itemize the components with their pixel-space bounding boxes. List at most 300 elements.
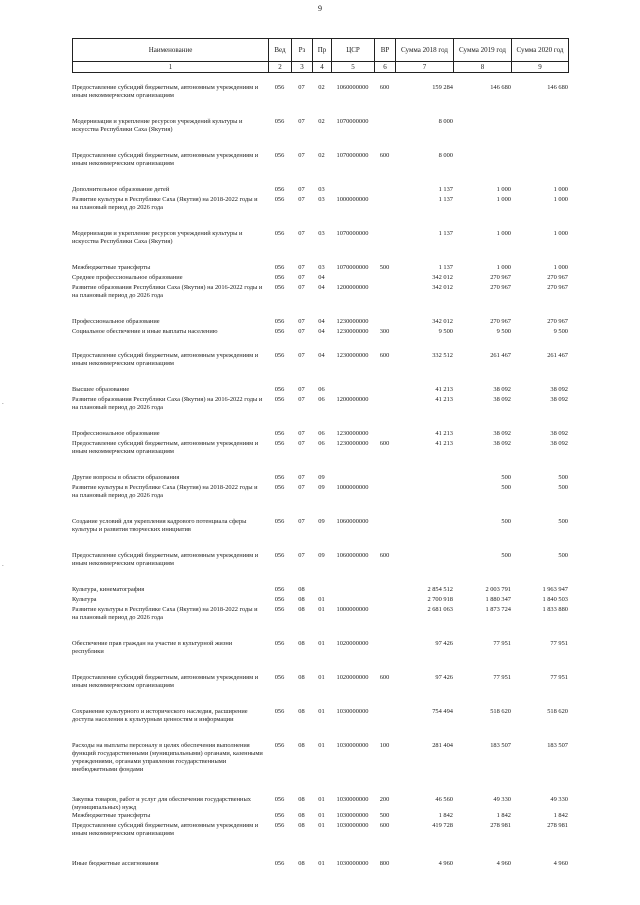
row-pr: 06 bbox=[318, 386, 325, 393]
row-pr: 06 bbox=[318, 430, 325, 437]
row-rz: 07 bbox=[298, 284, 305, 291]
row-rz: 07 bbox=[298, 484, 305, 491]
row-ved: 056 bbox=[274, 396, 285, 403]
column-number: 6 bbox=[375, 62, 396, 73]
row-pr: 01 bbox=[318, 812, 325, 819]
row-rz: 07 bbox=[298, 440, 305, 447]
row-pr: 01 bbox=[318, 796, 325, 803]
row-sum-2020: 146 680 bbox=[547, 84, 568, 91]
row-csr: 1230000000 bbox=[336, 440, 369, 447]
table-row bbox=[72, 264, 568, 274]
row-sum-2020: 518 620 bbox=[547, 708, 568, 715]
row-pr: 01 bbox=[318, 708, 325, 715]
row-rz: 07 bbox=[298, 430, 305, 437]
row-ved: 056 bbox=[274, 84, 285, 91]
row-name: Закупка товаров, работ и услуг для обеспечения государственных (муниципальных) нужд bbox=[72, 796, 251, 811]
row-sum-2020 bbox=[511, 118, 568, 152]
row-csr: 1000000000 bbox=[336, 484, 369, 491]
row-sum-2020: 77 951 bbox=[550, 674, 568, 681]
row-vr: 300 bbox=[379, 328, 390, 335]
row-sum-2018: 159 284 bbox=[432, 84, 453, 91]
row-name: Культура bbox=[72, 596, 97, 603]
row-csr: 1070000000 bbox=[336, 264, 369, 271]
row-vr: 800 bbox=[379, 860, 390, 867]
row-csr: 1030000000 bbox=[336, 812, 369, 819]
row-sum-2020: 38 092 bbox=[550, 440, 568, 447]
row-sum-2020: 1 963 947 bbox=[542, 586, 568, 593]
row-csr bbox=[331, 586, 374, 596]
row-sum-2020: 38 092 bbox=[550, 430, 568, 437]
row-csr: 1030000000 bbox=[336, 796, 369, 803]
row-sum-2019: 38 092 bbox=[493, 386, 511, 393]
row-sum-2020: 1 000 bbox=[553, 264, 568, 271]
row-sum-2020 bbox=[511, 152, 568, 186]
row-rz: 07 bbox=[298, 552, 305, 559]
row-pr: 03 bbox=[318, 186, 325, 193]
row-name: Сохранение культурного и исторического наследия, расширение доступа населения к культурным ценностям и информации bbox=[72, 708, 248, 723]
column-number: 7 bbox=[396, 62, 454, 73]
row-sum-2019: 500 bbox=[501, 474, 511, 481]
row-sum-2020: 4 960 bbox=[553, 860, 568, 867]
row-vr bbox=[374, 118, 395, 152]
table-row bbox=[72, 640, 568, 674]
table-row bbox=[72, 318, 568, 328]
row-sum-2018: 1 842 bbox=[438, 812, 453, 819]
row-name: Межбюджетные трансферты bbox=[72, 264, 151, 271]
header-sum-2018: Сумма 2018 год bbox=[396, 39, 454, 62]
row-csr: 1070000000 bbox=[336, 118, 369, 125]
row-sum-2018: 2 700 918 bbox=[427, 596, 453, 603]
row-ved: 056 bbox=[274, 596, 285, 603]
column-number: 1 bbox=[73, 62, 269, 73]
table-row bbox=[72, 552, 568, 586]
row-ved: 056 bbox=[274, 518, 285, 525]
row-sum-2020: 500 bbox=[558, 552, 568, 559]
row-name: Модернизация и укрепление ресурсов учреждений культуры и искусства Республики Саха (Якутия) bbox=[72, 118, 243, 133]
row-sum-2020: 270 967 bbox=[547, 274, 568, 281]
row-vr: 600 bbox=[379, 84, 390, 91]
row-rz: 08 bbox=[298, 674, 305, 681]
row-name: Высшее образование bbox=[72, 386, 130, 393]
row-pr: 04 bbox=[318, 352, 325, 359]
row-vr bbox=[374, 708, 395, 742]
row-rz: 08 bbox=[298, 606, 305, 613]
row-sum-2018: 2 854 512 bbox=[427, 586, 453, 593]
row-csr bbox=[331, 386, 374, 396]
table-row bbox=[72, 796, 568, 812]
row-csr: 1060000000 bbox=[336, 552, 369, 559]
row-rz: 08 bbox=[298, 812, 305, 819]
row-sum-2019 bbox=[453, 118, 511, 152]
row-csr bbox=[331, 474, 374, 484]
header-sum-2020: Сумма 2020 год bbox=[512, 39, 569, 62]
row-name: Обеспечение прав граждан на участие в культурной жизни республики bbox=[72, 640, 233, 655]
row-pr: 03 bbox=[318, 264, 325, 271]
row-sum-2019: 261 467 bbox=[490, 352, 511, 359]
row-csr: 1060000000 bbox=[336, 518, 369, 525]
row-pr: 01 bbox=[318, 822, 325, 829]
row-ved: 056 bbox=[274, 230, 285, 237]
row-rz: 08 bbox=[298, 742, 305, 749]
row-vr bbox=[374, 430, 395, 440]
row-name: Иные бюджетные ассигнования bbox=[72, 860, 159, 867]
row-sum-2019: 1 873 724 bbox=[485, 606, 511, 613]
row-csr: 1200000000 bbox=[336, 284, 369, 291]
row-sum-2020: 9 500 bbox=[553, 328, 568, 335]
row-name: Предоставление субсидий бюджетным, автономным учреждениям и иным некоммерческим организациям bbox=[72, 822, 259, 837]
row-pr: 04 bbox=[318, 274, 325, 281]
row-rz: 08 bbox=[298, 586, 305, 593]
row-sum-2019: 1 000 bbox=[496, 264, 511, 271]
row-sum-2018 bbox=[395, 474, 453, 484]
row-csr: 1030000000 bbox=[336, 860, 369, 867]
table-row bbox=[72, 118, 568, 152]
table-row bbox=[72, 230, 568, 264]
row-sum-2020: 1 840 503 bbox=[542, 596, 568, 603]
table-row bbox=[72, 860, 568, 874]
row-rz: 07 bbox=[298, 196, 305, 203]
row-vr bbox=[374, 318, 395, 328]
row-name: Культура, кинематография bbox=[72, 586, 145, 593]
row-pr: 09 bbox=[318, 518, 325, 525]
row-sum-2018: 1 137 bbox=[438, 264, 453, 271]
row-sum-2019: 500 bbox=[501, 552, 511, 559]
row-name: Предоставление субсидий бюджетным, автономным учреждениям и иным некоммерческим организациям bbox=[72, 152, 259, 167]
row-sum-2019: 77 951 bbox=[493, 674, 511, 681]
column-number: 5 bbox=[332, 62, 375, 73]
row-vr bbox=[374, 284, 395, 318]
row-ved: 056 bbox=[274, 474, 285, 481]
table-row bbox=[72, 386, 568, 396]
table-row bbox=[72, 152, 568, 186]
row-ved: 056 bbox=[274, 552, 285, 559]
row-csr: 1020000000 bbox=[336, 640, 369, 647]
row-sum-2019: 77 951 bbox=[493, 640, 511, 647]
row-vr: 600 bbox=[379, 822, 390, 829]
row-csr: 1230000000 bbox=[336, 318, 369, 325]
row-rz: 07 bbox=[298, 152, 305, 159]
row-pr: 01 bbox=[318, 674, 325, 681]
table-row bbox=[72, 742, 568, 796]
table-row bbox=[72, 586, 568, 596]
row-ved: 056 bbox=[274, 822, 285, 829]
row-vr: 600 bbox=[379, 440, 390, 447]
row-sum-2018: 342 012 bbox=[432, 318, 453, 325]
row-ved: 056 bbox=[274, 186, 285, 193]
row-sum-2018: 41 213 bbox=[435, 430, 453, 437]
row-name: Предоставление субсидий бюджетным, автономным учреждениям и иным некоммерческим организациям bbox=[72, 552, 259, 567]
row-pr: 09 bbox=[318, 552, 325, 559]
row-vr bbox=[374, 186, 395, 196]
row-sum-2018: 41 213 bbox=[435, 440, 453, 447]
row-sum-2018: 419 728 bbox=[432, 822, 453, 829]
row-ved: 056 bbox=[274, 860, 285, 867]
row-sum-2019: 38 092 bbox=[493, 430, 511, 437]
row-vr: 600 bbox=[379, 152, 390, 159]
row-rz: 07 bbox=[298, 264, 305, 271]
row-sum-2018: 332 512 bbox=[432, 352, 453, 359]
row-sum-2018 bbox=[395, 518, 453, 552]
row-csr: 1000000000 bbox=[336, 606, 369, 613]
row-pr: 02 bbox=[318, 84, 325, 91]
table-row bbox=[72, 196, 568, 230]
row-rz: 07 bbox=[298, 474, 305, 481]
row-rz: 07 bbox=[298, 328, 305, 335]
row-sum-2020: 1 000 bbox=[553, 186, 568, 193]
row-ved: 056 bbox=[274, 812, 285, 819]
row-ved: 056 bbox=[274, 430, 285, 437]
table-row bbox=[72, 396, 568, 430]
row-name: Модернизация и укрепление ресурсов учреждений культуры и искусства Республики Саха (Якутия) bbox=[72, 230, 243, 245]
row-ved: 056 bbox=[274, 328, 285, 335]
row-pr: 02 bbox=[318, 118, 325, 125]
row-sum-2019: 500 bbox=[501, 518, 511, 525]
row-rz: 08 bbox=[298, 796, 305, 803]
row-name: Развитие культуры в Республике Саха (Якутия) на 2018-2022 годы и на плановый период до 2026 года bbox=[72, 196, 258, 211]
header-pr: Пр bbox=[313, 39, 332, 62]
row-sum-2020: 1 000 bbox=[553, 196, 568, 203]
row-name: Социальное обеспечение и иные выплаты населению bbox=[72, 328, 218, 335]
row-pr: 04 bbox=[318, 318, 325, 325]
row-pr: 03 bbox=[318, 230, 325, 237]
header-vr: ВР bbox=[375, 39, 396, 62]
row-sum-2020: 270 967 bbox=[547, 318, 568, 325]
row-name: Профессиональное образование bbox=[72, 430, 160, 437]
row-name: Предоставление субсидий бюджетным, автономным учреждениям и иным некоммерческим организациям bbox=[72, 352, 259, 367]
row-vr bbox=[374, 474, 395, 484]
row-rz: 07 bbox=[298, 396, 305, 403]
row-name: Создание условий для укрепления кадрового потенциала сферы культуры и развития творческих инициатив bbox=[72, 518, 247, 533]
table-row bbox=[72, 484, 568, 518]
row-csr bbox=[331, 274, 374, 284]
column-number: 4 bbox=[313, 62, 332, 73]
row-csr: 1060000000 bbox=[336, 84, 369, 91]
table-row bbox=[72, 596, 568, 606]
row-sum-2019: 278 981 bbox=[490, 822, 511, 829]
row-rz: 07 bbox=[298, 352, 305, 359]
table-row bbox=[72, 284, 568, 318]
row-sum-2020: 261 467 bbox=[547, 352, 568, 359]
row-sum-2018: 1 137 bbox=[438, 230, 453, 237]
row-name: Развитие культуры в Республике Саха (Якутия) на 2018-2022 годы и на плановый период до 2026 года bbox=[72, 484, 258, 499]
row-name: Предоставление субсидий бюджетным, автономным учреждениям и иным некоммерческим организациям bbox=[72, 440, 259, 455]
row-pr: 04 bbox=[318, 328, 325, 335]
row-rz: 07 bbox=[298, 274, 305, 281]
table-row bbox=[72, 674, 568, 708]
row-rz: 07 bbox=[298, 318, 305, 325]
row-ved: 056 bbox=[274, 674, 285, 681]
column-number: 2 bbox=[269, 62, 292, 73]
table-row bbox=[72, 186, 568, 196]
row-sum-2018: 41 213 bbox=[435, 396, 453, 403]
row-csr: 1000000000 bbox=[336, 196, 369, 203]
row-csr bbox=[331, 186, 374, 196]
row-rz: 07 bbox=[298, 118, 305, 125]
row-csr: 1020000000 bbox=[336, 674, 369, 681]
row-sum-2020: 1 000 bbox=[553, 230, 568, 237]
table-row bbox=[72, 352, 568, 386]
row-csr bbox=[331, 596, 374, 606]
row-pr: 06 bbox=[318, 396, 325, 403]
row-rz: 08 bbox=[298, 640, 305, 647]
table-row bbox=[72, 274, 568, 284]
column-number: 8 bbox=[454, 62, 512, 73]
header-name: Наименование bbox=[73, 39, 269, 62]
row-sum-2019: 1 000 bbox=[496, 230, 511, 237]
row-sum-2019: 4 960 bbox=[496, 860, 511, 867]
row-vr bbox=[374, 596, 395, 606]
row-ved: 056 bbox=[274, 284, 285, 291]
row-vr: 500 bbox=[379, 812, 390, 819]
row-rz: 07 bbox=[298, 186, 305, 193]
row-pr: 03 bbox=[318, 196, 325, 203]
row-pr: 09 bbox=[318, 484, 325, 491]
row-sum-2018: 2 681 063 bbox=[427, 606, 453, 613]
row-sum-2020: 38 092 bbox=[550, 396, 568, 403]
row-name: Среднее профессиональное образование bbox=[72, 274, 183, 281]
column-number: 9 bbox=[512, 62, 569, 73]
row-vr bbox=[374, 586, 395, 596]
scan-margin-mark: . bbox=[2, 560, 4, 568]
row-sum-2020: 500 bbox=[558, 474, 568, 481]
table-row bbox=[72, 84, 568, 118]
row-name: Другие вопросы в области образования bbox=[72, 474, 180, 481]
row-sum-2020: 183 507 bbox=[547, 742, 568, 749]
row-csr: 1200000000 bbox=[336, 396, 369, 403]
row-rz: 08 bbox=[298, 822, 305, 829]
row-ved: 056 bbox=[274, 118, 285, 125]
row-csr: 1030000000 bbox=[336, 822, 369, 829]
row-ved: 056 bbox=[274, 484, 285, 491]
row-ved: 056 bbox=[274, 796, 285, 803]
table-row bbox=[72, 606, 568, 640]
row-pr: 01 bbox=[318, 606, 325, 613]
header-rz: Рз bbox=[292, 39, 313, 62]
row-pr: 06 bbox=[318, 440, 325, 447]
row-sum-2020: 270 967 bbox=[547, 284, 568, 291]
row-sum-2018: 1 137 bbox=[438, 186, 453, 193]
row-sum-2019: 500 bbox=[501, 484, 511, 491]
row-sum-2020: 500 bbox=[558, 518, 568, 525]
header-ved: Вед bbox=[269, 39, 292, 62]
table-row bbox=[72, 812, 568, 822]
row-csr: 1070000000 bbox=[336, 152, 369, 159]
table-row bbox=[72, 822, 568, 860]
row-sum-2018: 754 494 bbox=[432, 708, 453, 715]
row-sum-2018: 342 012 bbox=[432, 274, 453, 281]
row-vr bbox=[374, 230, 395, 264]
row-sum-2019: 270 967 bbox=[490, 284, 511, 291]
page-number: 9 bbox=[318, 4, 322, 13]
row-sum-2019: 2 003 791 bbox=[485, 586, 511, 593]
row-name: Межбюджетные трансферты bbox=[72, 812, 151, 819]
row-sum-2019: 270 967 bbox=[490, 318, 511, 325]
row-vr: 600 bbox=[379, 552, 390, 559]
row-name: Профессиональное образование bbox=[72, 318, 160, 325]
row-pr bbox=[312, 586, 331, 596]
row-ved: 056 bbox=[274, 440, 285, 447]
row-rz: 07 bbox=[298, 518, 305, 525]
row-pr: 01 bbox=[318, 640, 325, 647]
row-ved: 056 bbox=[274, 318, 285, 325]
row-ved: 056 bbox=[274, 352, 285, 359]
row-sum-2019: 183 507 bbox=[490, 742, 511, 749]
row-rz: 07 bbox=[298, 84, 305, 91]
row-sum-2018: 8 000 bbox=[438, 152, 453, 159]
row-name: Дополнительное образование детей bbox=[72, 186, 170, 193]
row-sum-2018: 342 012 bbox=[432, 284, 453, 291]
row-sum-2018: 1 137 bbox=[438, 196, 453, 203]
budget-table-body bbox=[72, 84, 568, 874]
row-sum-2018: 41 213 bbox=[435, 386, 453, 393]
row-pr: 02 bbox=[318, 152, 325, 159]
row-ved: 056 bbox=[274, 606, 285, 613]
row-name: Расходы на выплаты персоналу в целях обеспечения выполнения функций государственными (муниципальными) органами, казенными учреждениями, органами управления государственными внебюджетными фондами bbox=[72, 742, 263, 773]
row-ved: 056 bbox=[274, 274, 285, 281]
row-csr: 1070000000 bbox=[336, 230, 369, 237]
column-number: 3 bbox=[292, 62, 313, 73]
row-sum-2018: 4 960 bbox=[438, 860, 453, 867]
row-ved: 056 bbox=[274, 152, 285, 159]
row-sum-2019: 1 880 347 bbox=[485, 596, 511, 603]
row-pr: 01 bbox=[318, 596, 325, 603]
row-vr bbox=[374, 386, 395, 396]
row-rz: 07 bbox=[298, 230, 305, 237]
header-csr: ЦСР bbox=[332, 39, 375, 62]
row-pr: 09 bbox=[318, 474, 325, 481]
row-sum-2019: 146 680 bbox=[490, 84, 511, 91]
table-row bbox=[72, 328, 568, 352]
row-vr: 500 bbox=[379, 264, 390, 271]
row-pr: 01 bbox=[318, 860, 325, 867]
row-sum-2019: 270 967 bbox=[490, 274, 511, 281]
table-row bbox=[72, 518, 568, 552]
row-ved: 056 bbox=[274, 264, 285, 271]
row-sum-2019 bbox=[453, 152, 511, 186]
row-sum-2018: 97 426 bbox=[435, 640, 453, 647]
row-name: Развитие культуры в Республике Саха (Якутия) на 2018-2022 годы и на плановый период до 2026 года bbox=[72, 606, 258, 621]
row-sum-2020: 278 981 bbox=[547, 822, 568, 829]
row-ved: 056 bbox=[274, 386, 285, 393]
row-vr bbox=[374, 396, 395, 430]
row-vr bbox=[374, 606, 395, 640]
row-sum-2018: 8 000 bbox=[438, 118, 453, 125]
row-sum-2019: 1 000 bbox=[496, 186, 511, 193]
row-ved: 056 bbox=[274, 196, 285, 203]
row-sum-2019: 49 330 bbox=[493, 796, 511, 803]
table-row bbox=[72, 440, 568, 474]
row-sum-2020: 38 092 bbox=[550, 386, 568, 393]
scan-margin-mark: . bbox=[2, 398, 4, 406]
row-vr bbox=[374, 484, 395, 518]
row-vr: 100 bbox=[379, 742, 390, 749]
row-sum-2019: 1 000 bbox=[496, 196, 511, 203]
header-sum-2019: Сумма 2019 год bbox=[454, 39, 512, 62]
row-rz: 08 bbox=[298, 860, 305, 867]
row-sum-2019: 518 620 bbox=[490, 708, 511, 715]
row-sum-2018: 97 426 bbox=[435, 674, 453, 681]
row-sum-2018: 46 560 bbox=[435, 796, 453, 803]
row-sum-2018 bbox=[395, 552, 453, 586]
row-vr bbox=[374, 640, 395, 674]
row-vr bbox=[374, 274, 395, 284]
row-sum-2019: 1 842 bbox=[496, 812, 511, 819]
row-rz: 08 bbox=[298, 708, 305, 715]
row-rz: 07 bbox=[298, 386, 305, 393]
row-csr: 1230000000 bbox=[336, 430, 369, 437]
row-vr bbox=[374, 196, 395, 230]
row-vr bbox=[374, 518, 395, 552]
